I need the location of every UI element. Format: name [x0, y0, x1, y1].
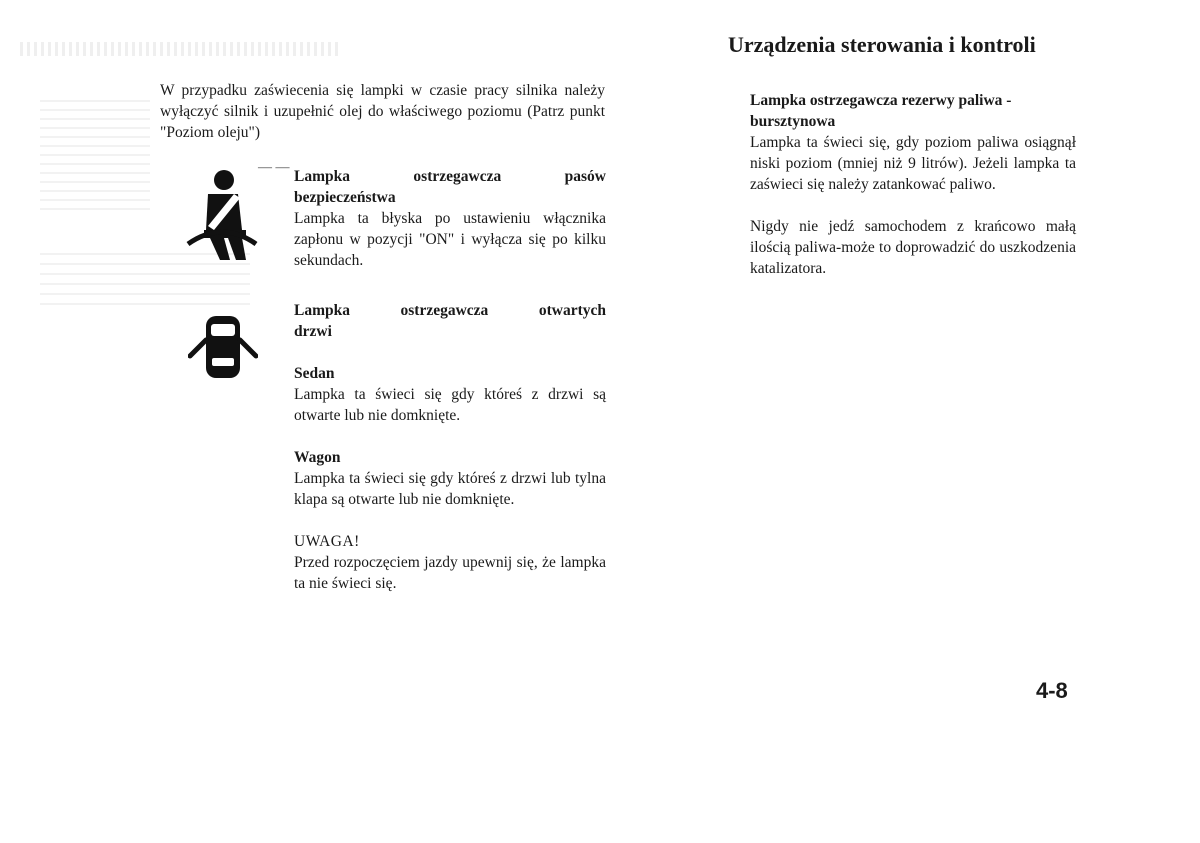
fuel-note: Nigdy nie jedź samochodem z krańcowo małą ilością paliwa-może to doprowadzić do uszkodzenia katalizatora.	[750, 218, 1076, 277]
intro-paragraph: W przypadku zaświecenia się lampki w czasie pracy silnika należy wyłączyć silnik i uzupełnić olej do właściwego poziomu (Patrz punkt "Poziom oleju")	[160, 82, 605, 141]
fuel-heading: Lampka ostrzegawcza rezerwy paliwa -	[750, 92, 1012, 109]
sedan-body: Lampka ta świeci się gdy któreś z drzwi są otwarte lub nie domknięte.	[294, 386, 606, 424]
wagon-body: Lampka ta świeci się gdy któreś z drzwi lub tylna klapa są otwarte lub nie domknięte.	[294, 470, 606, 508]
door-open-warning-icon	[188, 312, 258, 382]
seatbelt-warning-icon	[184, 168, 260, 264]
seatbelt-body: Lampka ta błyska po ustawieniu włącznika zapłonu w pozycji "ON" i wyłącza się po kilku sekundach.	[294, 210, 606, 269]
page-title: Urządzenia sterowania i kontroli	[728, 32, 1036, 57]
door-section	[294, 300, 606, 594]
seatbelt-heading-cont: bezpieczeństwa	[294, 189, 396, 206]
fuel-body: Lampka ta świeci się, gdy poziom paliwa osiągnął niski poziom (mniej niż 9 litrów). Jeżeli lampka ta zaświeci się należy zatankować paliwo.	[750, 134, 1076, 193]
fuel-heading-cont: bursztynowa	[750, 113, 836, 130]
leader-line: — —	[258, 160, 290, 175]
door-heading: Lampka ostrzegawcza otwartych	[294, 302, 606, 319]
warning-body: Przed rozpoczęciem jazdy upewnij się, że lampka ta nie świeci się.	[294, 554, 606, 592]
seatbelt-section	[294, 166, 606, 271]
page-number: 4-8	[1036, 678, 1068, 703]
warning-label: UWAGA!	[294, 533, 360, 550]
door-heading-cont: drzwi	[294, 323, 332, 340]
sedan-label: Sedan	[294, 365, 335, 382]
fuel-section	[750, 90, 1076, 279]
bleed-through-ghost	[40, 100, 150, 210]
seatbelt-heading: Lampka ostrzegawcza pasów	[294, 168, 606, 185]
wagon-label: Wagon	[294, 449, 341, 466]
bleed-through-ghost	[20, 42, 340, 56]
